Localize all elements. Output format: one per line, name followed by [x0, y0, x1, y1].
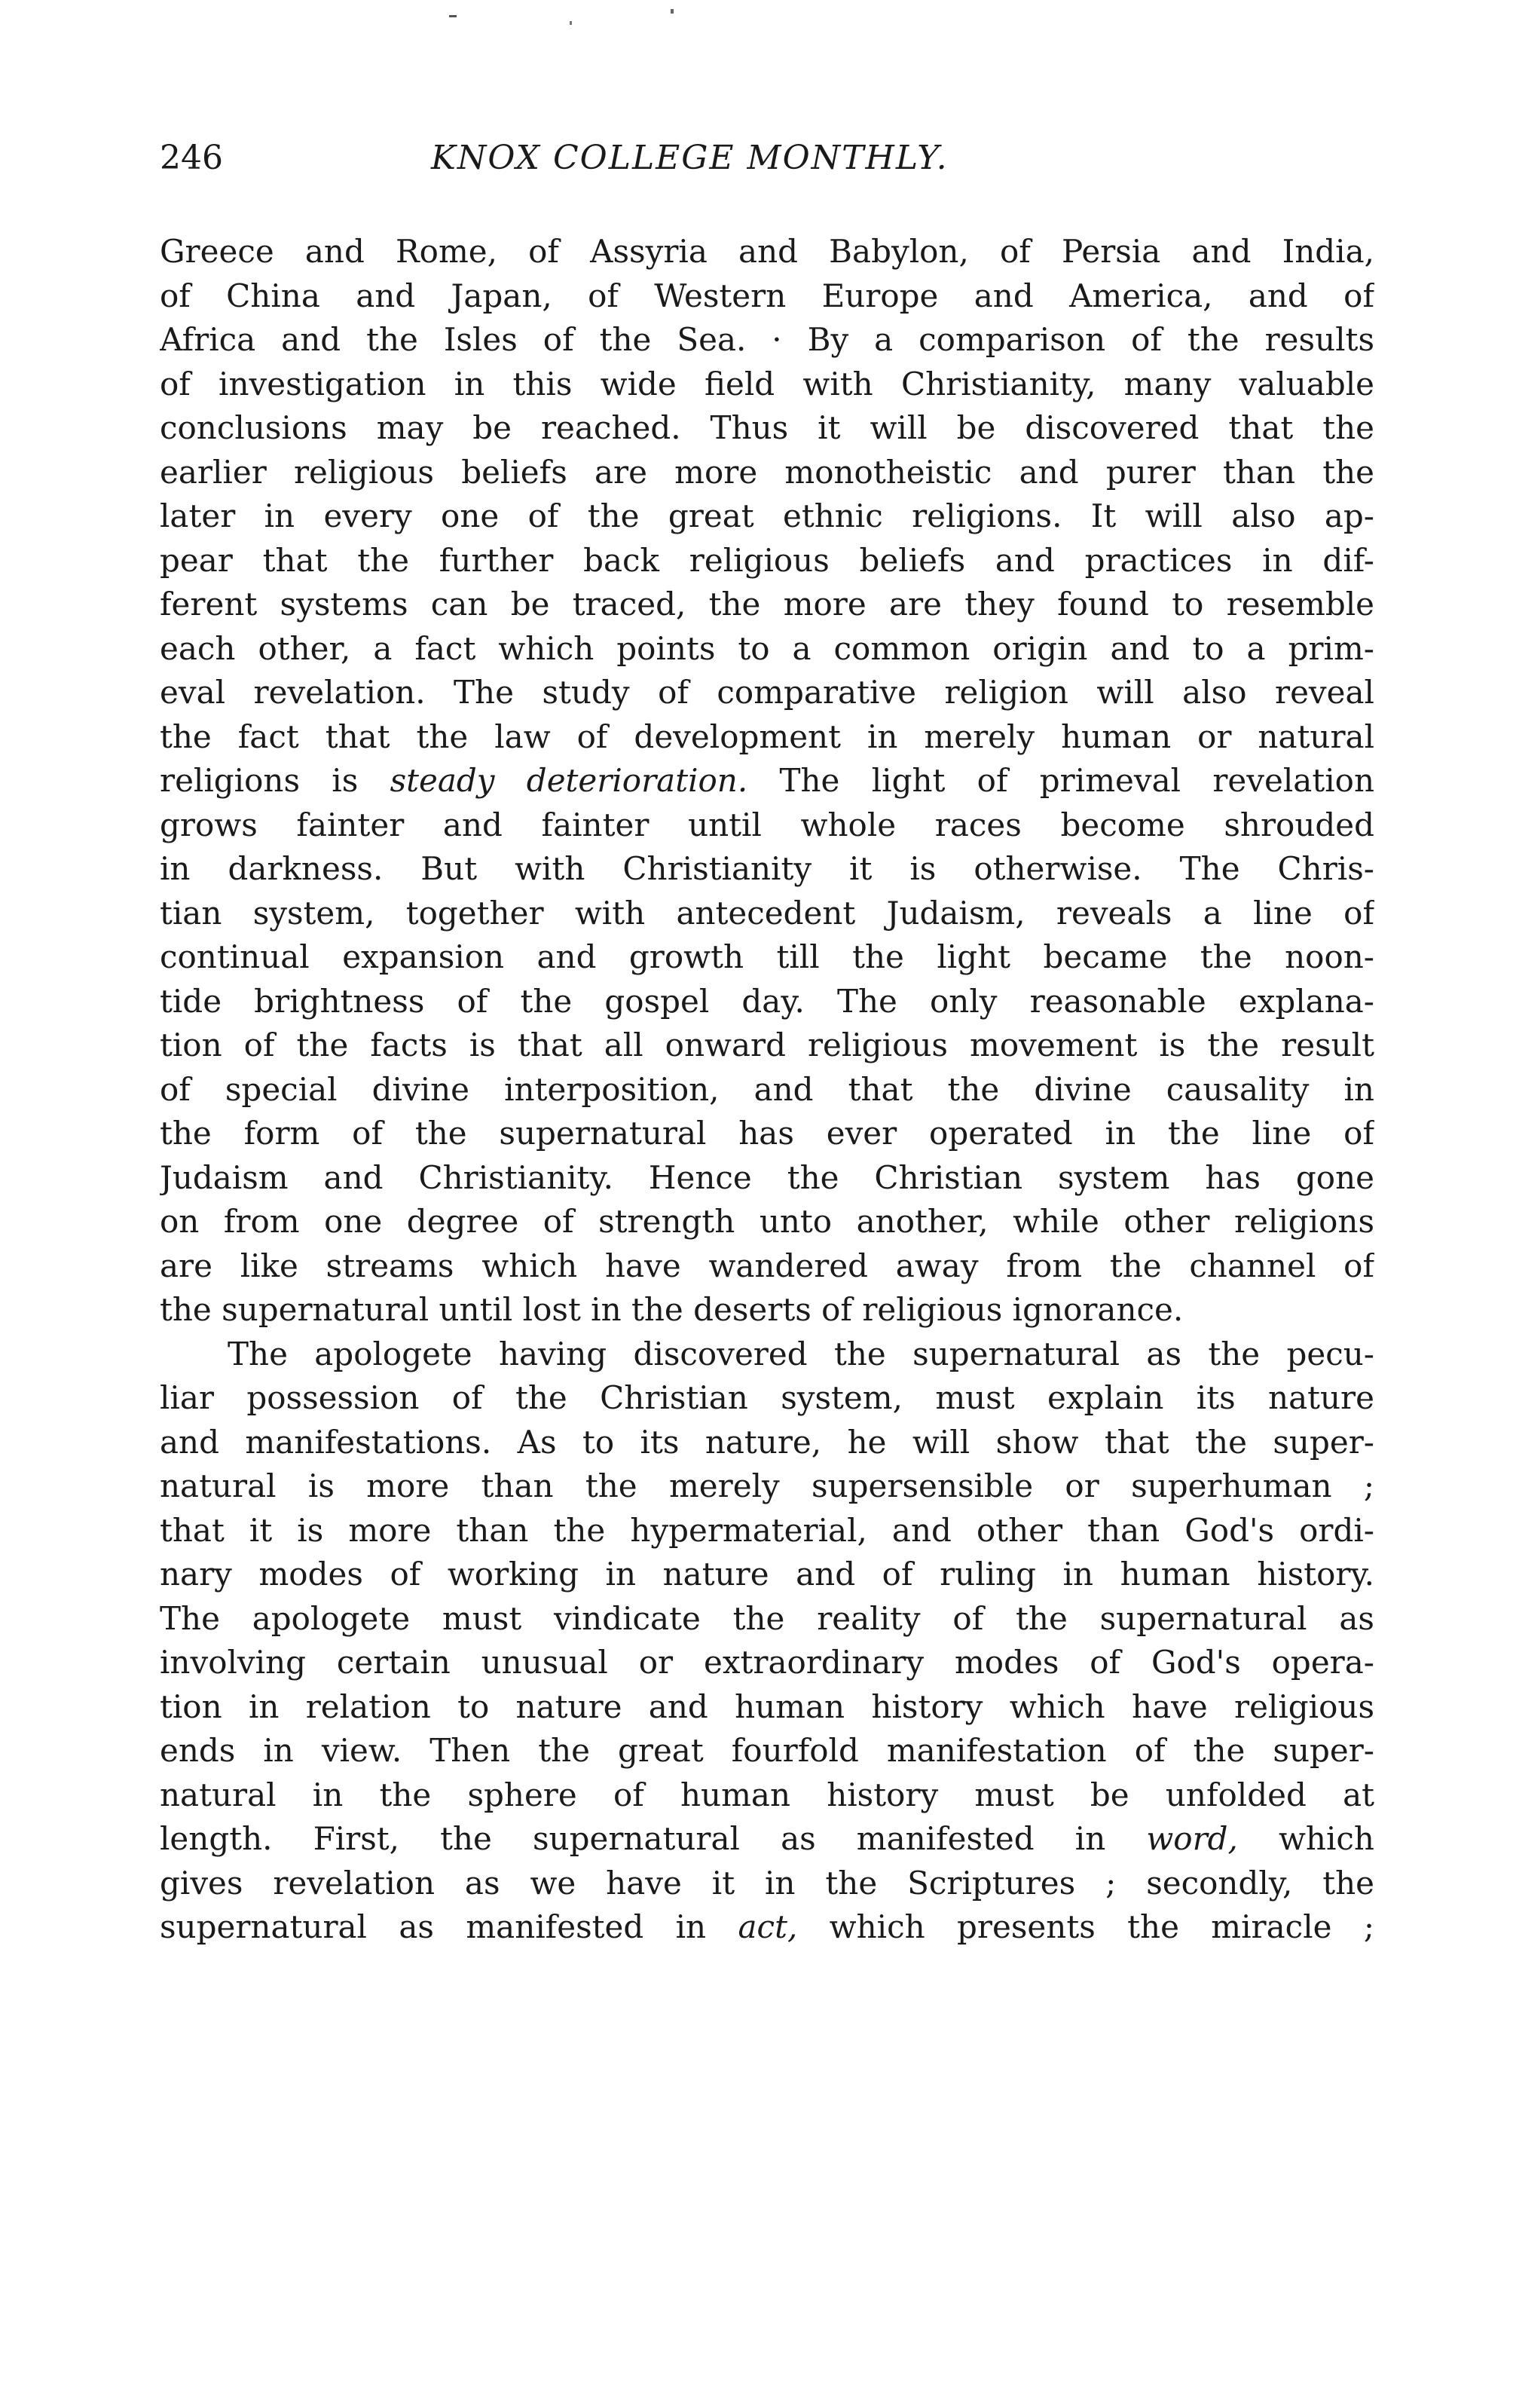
emphasized-text: steady deterioration. — [390, 762, 748, 799]
emphasized-text: word, — [1146, 1820, 1238, 1857]
line-text: the supernatural until lost in the deserts of religious ignorance. — [160, 1291, 1184, 1328]
text-line — [160, 847, 1374, 892]
text-line — [160, 627, 1374, 672]
text-line — [160, 1905, 1374, 1950]
line-text: ferent systems can be traced, the more are they found to resemble — [160, 586, 1374, 623]
line-text: Greece and Rome, of Assyria and Babylon, of Persia and India, — [160, 233, 1374, 270]
text-line — [160, 230, 1374, 274]
line-text: The light of primeval revelation — [747, 762, 1374, 799]
text-line — [160, 1288, 1374, 1333]
text-line — [160, 1112, 1374, 1156]
text-line — [160, 1244, 1374, 1289]
page-number: 246 — [160, 139, 223, 177]
line-text: religions is — [160, 762, 390, 799]
scan-specks — [422, 6, 738, 29]
line-text: The apologete must vindicate the reality of the supernatural as — [160, 1599, 1374, 1637]
text-line — [160, 539, 1374, 583]
text-line — [160, 1376, 1374, 1421]
text-line — [160, 980, 1374, 1024]
line-text: conclusions may be reached. Thus it will be discovered that the — [160, 409, 1374, 446]
text-line — [160, 1729, 1374, 1773]
body-text — [160, 230, 1374, 1950]
line-text: that it is more than the hypermaterial, and other than God's ordi- — [160, 1511, 1374, 1549]
speck — [449, 15, 457, 17]
text-line — [160, 1421, 1374, 1465]
line-text: ends in view. Then the great fourfold manifestation of the super- — [160, 1732, 1374, 1769]
text-line — [160, 1862, 1374, 1906]
text-line — [160, 1685, 1374, 1730]
line-text: which — [1237, 1820, 1374, 1857]
line-text: natural is more than the merely supersensible or superhuman ; — [160, 1467, 1374, 1504]
page-header — [160, 128, 1374, 188]
running-title: KNOX COLLEGE MONTHLY. — [431, 139, 949, 177]
line-text: Africa and the Isles of the Sea. · By a comparison of the results — [160, 321, 1374, 358]
line-text: tion of the facts is that all onward religious movement is the result — [160, 1027, 1374, 1063]
line-text: supernatural as manifested in — [160, 1908, 738, 1945]
line-text: involving certain unusual or extraordinary modes of God's opera- — [160, 1644, 1374, 1681]
text-line — [160, 1597, 1374, 1642]
line-text: of China and Japan, of Western Europe and America, and of — [160, 277, 1374, 314]
line-text: of special divine interposition, and that the divine causality in — [160, 1070, 1374, 1108]
text-line — [160, 274, 1374, 319]
text-line — [160, 1068, 1374, 1112]
line-text: earlier religious beliefs are more monotheistic and purer than the — [160, 453, 1374, 491]
line-text: gives revelation as we have it in the Scriptures ; secondly, the — [160, 1864, 1374, 1902]
text-line — [160, 935, 1374, 980]
line-text: which presents the miracle ; — [797, 1908, 1374, 1945]
speck — [570, 21, 572, 25]
line-text: pear that the further back religious beliefs and practices in dif- — [160, 541, 1374, 579]
text-line — [160, 363, 1374, 407]
line-text: tian system, together with antecedent Judaism, reveals a line of — [160, 894, 1374, 932]
text-line — [160, 1641, 1374, 1685]
text-line — [160, 494, 1374, 539]
text-line — [160, 318, 1374, 363]
text-line — [160, 1773, 1374, 1818]
text-line — [160, 671, 1374, 715]
line-text: on from one degree of strength unto another, while other religions — [160, 1203, 1374, 1240]
text-line — [160, 1200, 1374, 1244]
line-text: length. First, the supernatural as manifested in — [160, 1820, 1147, 1857]
line-text: in darkness. But with Christianity it is otherwise. The Chris- — [160, 850, 1374, 887]
line-text: The apologete having discovered the supernatural as the pecu- — [228, 1335, 1374, 1372]
text-line — [160, 803, 1374, 848]
line-text: eval revelation. The study of comparative religion will also reveal — [160, 674, 1374, 711]
text-line — [160, 715, 1374, 760]
text-line — [160, 1156, 1374, 1201]
text-line — [160, 1023, 1374, 1068]
line-text: of investigation in this wide field with Christianity, many valuable — [160, 365, 1374, 402]
emphasized-text: act, — [738, 1908, 798, 1945]
line-text: Judaism and Christianity. Hence the Christian system has gone — [160, 1158, 1374, 1196]
line-text: continual expansion and growth till the light became the noon- — [160, 938, 1374, 975]
line-text: liar possession of the Christian system, must explain its nature — [160, 1379, 1374, 1416]
text-line — [160, 451, 1374, 495]
line-text: tide brightness of the gospel day. The only reasonable explana- — [160, 982, 1374, 1020]
text-line — [160, 1464, 1374, 1509]
text-line — [160, 1333, 1374, 1377]
speck — [671, 9, 674, 14]
text-line — [160, 892, 1374, 936]
line-text: grows fainter and fainter until whole races become shrouded — [160, 806, 1374, 843]
line-text: each other, a fact which points to a common origin and to a prim- — [160, 629, 1374, 667]
text-line — [160, 1509, 1374, 1553]
text-line — [160, 759, 1374, 803]
line-text: nary modes of working in nature and of ruling in human history. — [160, 1556, 1374, 1593]
line-text: later in every one of the great ethnic religions. It will also ap- — [160, 497, 1374, 534]
line-text: the form of the supernatural has ever operated in the line of — [160, 1115, 1374, 1152]
line-text: the fact that the law of development in merely human or natural — [160, 718, 1374, 755]
text-line — [160, 1817, 1374, 1862]
line-text: are like streams which have wandered away from the channel of — [160, 1247, 1374, 1284]
text-line — [160, 1553, 1374, 1597]
text-line — [160, 583, 1374, 627]
text-line — [160, 406, 1374, 451]
line-text: and manifestations. As to its nature, he will show that the super- — [160, 1423, 1374, 1461]
line-text: tion in relation to nature and human history which have religious — [160, 1687, 1374, 1725]
line-text: natural in the sphere of human history must be unfolded at — [160, 1776, 1374, 1813]
